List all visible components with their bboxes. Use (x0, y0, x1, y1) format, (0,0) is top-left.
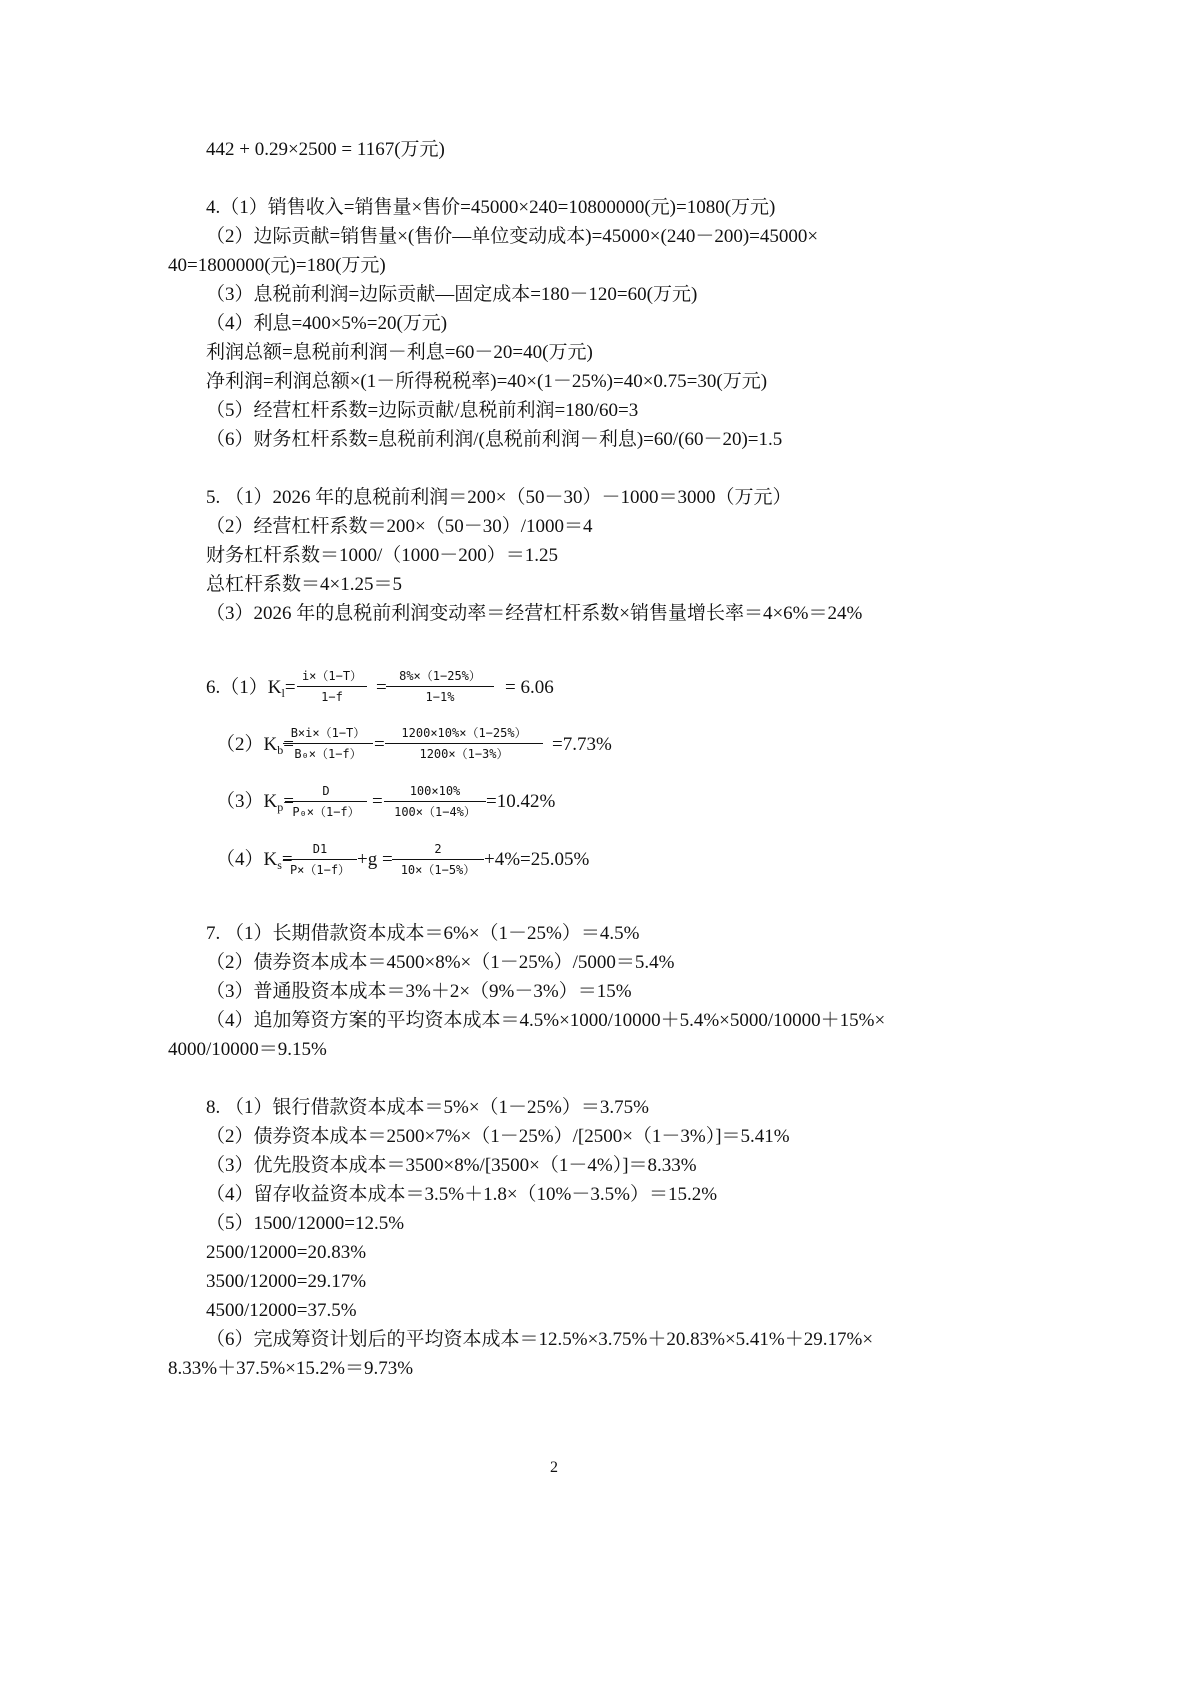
text-line: （3）普通股资本成本＝3%＋2×（9%－3%）＝15% (206, 981, 632, 1002)
text-line: （4）留存收益资本成本＝3.5%＋1.8×（10%－3.5%）＝15.2% (206, 1184, 718, 1205)
text-line: 7. （1）长期借款资本成本＝6%×（1－25%）＝4.5% (206, 923, 640, 944)
fraction-denominator: B₀×（1−f） (294, 747, 362, 761)
text-line: （2）债券资本成本＝2500×7%×（1－25%）/[2500×（1－3%）]＝5.41% (206, 1126, 790, 1147)
formula-equals: = (284, 677, 296, 698)
text-line: （4）追加筹资方案的平均资本成本＝4.5%×1000/10000＋5.4%×5000/10000＋15%× (206, 1010, 886, 1031)
formula-subscript: b (277, 743, 284, 757)
text-line: （3）息税前利润=边际贡献—固定成本=180－120=60(万元) (206, 284, 698, 305)
text-line: 5. （1）2026 年的息税前利润＝200×（50－30）－1000＝3000（万元） (206, 487, 792, 508)
fraction-line (385, 743, 543, 744)
page-number: 2 (550, 1459, 558, 1476)
text-line: （5）1500/12000=12.5% (206, 1213, 405, 1234)
fraction-line (386, 686, 494, 687)
fraction-denominator: 1−1% (425, 690, 455, 704)
text-line: （3）优先股资本成本＝3500×8%/[3500×（1－4%）]＝8.33% (206, 1155, 697, 1176)
fraction-denominator: 1200×（1−3%） (419, 747, 509, 761)
fraction-line (384, 801, 486, 802)
fraction-numerator: 100×10% (409, 784, 461, 798)
formula-equals: = (374, 734, 385, 755)
fraction-line (283, 859, 357, 860)
text-line: 3500/12000=29.17% (206, 1271, 367, 1292)
fraction-line (297, 686, 367, 687)
formula-prefix: 6.（1）K (206, 677, 282, 698)
text-line: 4500/12000=37.5% (206, 1300, 357, 1321)
text-line: 净利润=利润总额×(1－所得税税率)=40×(1－25%)=40×0.75=30(万元) (206, 371, 768, 392)
fraction-line (285, 801, 367, 802)
formula-equals: = (281, 849, 293, 870)
fraction-numerator: 2 (434, 842, 442, 856)
text-line: 总杠杆系数＝4×1.25＝5 (206, 574, 402, 595)
text-line: 财务杠杆系数＝1000/（1000－200）＝1.25 (206, 545, 559, 566)
text-line: 8.33%＋37.5%×15.2%＝9.73% (168, 1358, 414, 1379)
text-line: （3）2026 年的息税前利润变动率＝经营杠杆系数×销售量增长率＝4×6%＝24% (206, 603, 863, 624)
formula-equals: = (283, 734, 294, 755)
fraction-denominator: 10×（1−5%） (400, 863, 476, 877)
fraction-numerator: D1 (312, 842, 328, 856)
text-line: 4.（1）销售收入=销售量×售价=45000×240=10800000(元)=1080(万元) (206, 197, 776, 218)
formula-result: =7.73% (552, 734, 612, 755)
text-line: （2）经营杠杆系数＝200×（50－30）/1000＝4 (206, 516, 593, 537)
text-line: 利润总额=息税前利润－利息=60－20=40(万元) (206, 342, 593, 363)
text-line: （4）利息=400×5%=20(万元) (206, 313, 448, 334)
fraction-denominator: 1−f (321, 690, 343, 704)
text-line: （6）完成筹资计划后的平均资本成本＝12.5%×3.75%＋20.83%×5.41%＋29.17%× (206, 1329, 874, 1350)
formula-prefix: （4）K (216, 849, 278, 870)
text-line: 4000/10000＝9.15% (168, 1039, 327, 1060)
fraction-denominator: 100×（1−4%） (394, 805, 476, 819)
text-line: 2500/12000=20.83% (206, 1242, 367, 1263)
fraction-numerator: 8%×（1−25%） (399, 669, 481, 683)
formula-prefix: （3）K (216, 791, 278, 812)
text-line: 8. （1）银行借款资本成本＝5%×（1－25%）＝3.75% (206, 1097, 649, 1118)
formula-result: = 6.06 (505, 677, 554, 698)
text-line: （2）债券资本成本＝4500×8%×（1－25%）/5000＝5.4% (206, 952, 675, 973)
fraction-numerator: i×（1−T） (301, 669, 363, 683)
formula-subscript: p (277, 800, 284, 814)
formula-result: =10.42% (486, 791, 556, 812)
fraction-line (392, 859, 484, 860)
formula-operator: +g = (357, 849, 393, 870)
formula-subscript: s (277, 858, 282, 872)
fraction-numerator: 1200×10%×（1−25%） (401, 726, 527, 740)
text-line: （5）经营杠杆系数=边际贡献/息税前利润=180/60=3 (206, 400, 639, 421)
formula-result: +4%=25.05% (484, 849, 590, 870)
text-line: 442 + 0.29×2500 = 1167(万元) (206, 139, 445, 160)
fraction-denominator: P₀×（1−f） (292, 805, 360, 819)
fraction-line (283, 743, 373, 744)
formula-equals: = (376, 677, 387, 698)
text-line: 40=1800000(元)=180(万元) (168, 255, 386, 276)
formula-prefix: （2）K (216, 734, 278, 755)
text-line: （2）边际贡献=销售量×(售价—单位变动成本)=45000×(240－200)=45000× (206, 226, 819, 247)
fraction-numerator: D (322, 784, 330, 798)
formula-equals: = (283, 791, 294, 812)
formula-equals: = (372, 791, 383, 812)
fraction-denominator: P×（1−f） (289, 863, 351, 877)
formula-subscript: l (281, 686, 285, 700)
text-line: （6）财务杠杆系数=息税前利润/(息税前利润－利息)=60/(60－20)=1.5 (206, 429, 783, 450)
fraction-numerator: B×i×（1−T） (290, 726, 366, 740)
